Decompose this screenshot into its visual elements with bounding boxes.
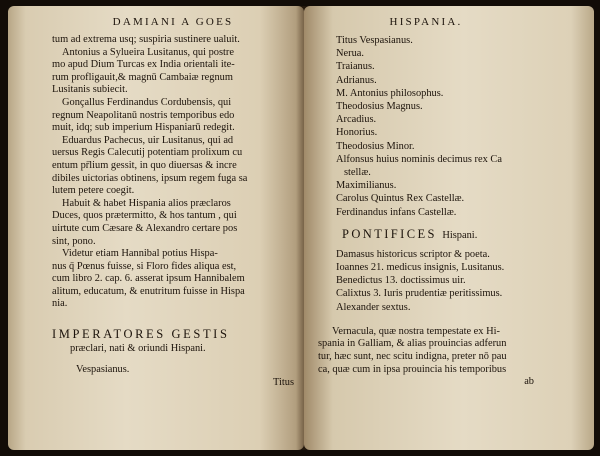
list-item: Damasus historicus scriptor & poeta.: [336, 248, 490, 260]
list-item: stellæ.: [344, 167, 371, 179]
text-line: Habuit & habet Hispania alios præclaros: [62, 197, 231, 209]
list-item: Nerua.: [336, 48, 364, 60]
section-heading-pontifices: [318, 227, 534, 242]
section-subheading: præclari, nati & oriundi Hispani.: [70, 343, 206, 355]
left-page: [8, 6, 304, 450]
list-item: Adrianus.: [336, 74, 377, 86]
list-item: Theodosius Minor.: [336, 140, 415, 152]
text-line: regnum Neapolitanū nostris temporibus edo: [52, 109, 235, 121]
list-item: Ferdinandus infans Castellæ.: [336, 206, 457, 218]
list-item: Traianus.: [336, 61, 375, 73]
text-line: tum ad extrema usq; suspiria sustinere ualuit.: [52, 34, 240, 45]
section-heading-imperatores: IMPERATORES GESTIS: [52, 327, 230, 342]
text-line: mo apud Dium Turcas ex India orientali ite-: [52, 59, 235, 71]
text-line: tur, hæc sunt, nec scitu indigna, preter nō pau: [318, 351, 507, 363]
list-item: M. Antonius philosophus.: [336, 87, 444, 99]
text-line: muit, idq; sub imperium Hispaniarū redegit.: [52, 122, 235, 134]
text-line: Gonçallus Ferdinandus Cordubensis, qui: [62, 96, 232, 108]
text-line: rum profligauit,& magnū Cambaiæ regnum: [52, 71, 233, 83]
text-line: spania in Galliam, & alias prouincias adferun: [318, 338, 507, 350]
text-line: alitum, educatum, & enutritum fuisse in Hispa: [52, 285, 245, 297]
left-running-head: DAMIANI A GOES: [112, 16, 234, 28]
text-line: uirtute cum Cæsare & Alexandro certare pos: [52, 222, 238, 234]
text-line: uersus Regis Calecutij potentiam prolixum cu: [52, 147, 243, 159]
text-line: Videtur etiam Hannibal potius Hispa-: [62, 248, 218, 260]
text-line: dibiles uictorias obtinens, ipsum regem fuga sa: [52, 172, 248, 184]
catchword-row: [52, 377, 294, 390]
first-entry: Vespasianus.: [76, 363, 130, 375]
list-item: Titus Vespasianus.: [336, 35, 413, 46]
text-line: ca, quæ cum in ipsa prouincia his temporibus: [318, 363, 507, 375]
paragraph-2: [52, 97, 294, 198]
text-line: entum pr̄lium gessit, in quo diuersas & incre: [52, 159, 237, 171]
text-line: Vernacula, quæ nostra tempestate ex Hi-: [332, 325, 500, 337]
list-item: Alfonsus huius nominis decimus rex Ca: [336, 153, 502, 165]
list-item: Alexander sextus.: [336, 301, 411, 313]
closing-paragraph: [318, 326, 534, 376]
paragraph-1: [52, 34, 294, 97]
text-line: Eduardus Pachecus, uir Lusitanus, qui ad: [62, 134, 234, 146]
text-line: lutem petere coegit.: [52, 185, 135, 197]
right-catchword: ab: [524, 376, 534, 388]
pontifices-heading: PONTIFICES: [342, 226, 437, 241]
list-item: Theodosius Magnus.: [336, 101, 423, 113]
text-line: Duces, quos prætermitto, & hos tantum , qui: [52, 210, 237, 222]
paragraph-3: [52, 198, 294, 248]
right-page: [304, 6, 594, 450]
list-item: Benedictus 13. doctissimus uir.: [336, 275, 466, 287]
list-item: Arcadius.: [336, 114, 377, 126]
paragraph-4: [52, 248, 294, 311]
right-running-head: HISPANIA.: [389, 16, 463, 28]
left-catchword: Titus: [273, 376, 294, 388]
emperors-list: [318, 34, 534, 219]
pontifices-list: [318, 248, 534, 314]
list-item: Carolus Quintus Rex Castellæ.: [336, 193, 465, 205]
list-item: Calixtus 3. Iuris prudentiæ peritissimus.: [336, 288, 503, 300]
text-line: Lusitanis subiecit.: [52, 84, 128, 96]
list-item: Honorius.: [336, 127, 378, 139]
catchword-row: [318, 376, 534, 389]
text-line: nus q̄ Pœnus fuisse, si Floro fides aliqua est,: [52, 260, 237, 272]
pontifices-subheading: Hispani.: [442, 229, 478, 241]
list-item: Ioannes 21. medicus insignis, Lusitanus.: [336, 262, 505, 274]
first-entry-row: [52, 364, 294, 377]
text-line: nia.: [52, 298, 68, 310]
list-item: Maximilianus.: [336, 180, 397, 192]
text-line: cum libro 2. cap. 6. asserat ipsum Hannibalem: [52, 273, 245, 285]
text-line: Antonius a Sylueira Lusitanus, qui postre: [62, 46, 235, 58]
text-line: sint, pono.: [52, 235, 96, 247]
